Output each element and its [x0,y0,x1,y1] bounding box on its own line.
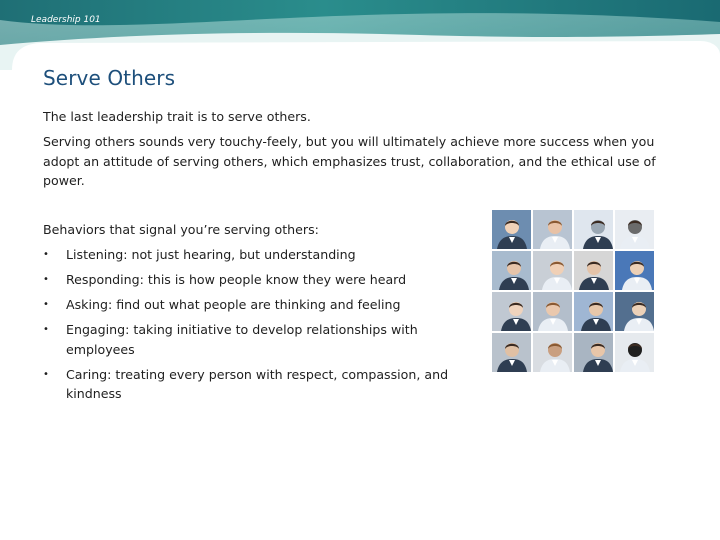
behavior-item-asking [43,295,463,315]
bullet-icon: • [43,249,49,260]
handshake-icon [615,210,654,249]
pen-document-icon [574,210,613,249]
bullet-icon: • [43,299,49,310]
man-with-laptop-icon [574,251,613,290]
team-group-icon [492,251,531,290]
behavior-item-engaging [43,320,463,359]
slide-title: Serve Others [43,66,176,90]
behavior-item-caring [43,365,463,404]
smiling-woman-icon [533,251,572,290]
photo-collage [492,210,656,374]
presenter-icon [615,292,654,331]
bullet-icon: • [43,368,49,380]
behavior-text: not just hearing, but understanding [127,247,356,262]
meeting-table-icon [492,333,531,372]
bullet-icon: • [43,274,49,285]
behavior-text: find out what people are thinking and feeling [112,297,401,312]
header-wave-graphic [0,0,720,70]
behavior-term: Caring: [66,366,112,382]
man-in-suit-icon [615,251,654,290]
behavior-term: Asking: [66,297,113,312]
woman-headset-icon [492,292,531,331]
description-paragraph: Serving others sounds very touchy-feely, but you will ultimately achieve more success when you adopt an attitude of serving others, which emphasizes trust, collaboration, and the ethical use of power. [43,134,656,188]
behaviors-heading: Behaviors that signal you’re serving others: [43,222,319,237]
intro-text: The last leadership trait is to serve others. [43,109,311,124]
bullet-icon: • [43,324,49,335]
behavior-item-listening [43,245,463,265]
behavior-text: taking initiative to develop relationships with employees [66,322,418,357]
slide-header-banner [0,0,720,70]
header-label: Leadership 101 [31,15,101,25]
behavior-item-responding [43,270,463,290]
businessman-portrait-icon [492,210,531,249]
behavior-term: Responding: [66,272,144,287]
man-blue-shirt-icon [574,292,613,331]
behavior-term: Engaging: [66,322,130,337]
behavior-text: treating every person with respect, compassion, and kindness [66,366,449,401]
camera-lens-icon [615,333,654,372]
behaviors-list [43,245,463,409]
writing-hands-icon [533,333,572,372]
woman-laptop-icon [533,210,572,249]
businesswoman-icon [533,292,572,331]
behavior-text: this is how people know they were heard [143,272,407,287]
behavior-term: Listening: [66,247,128,262]
man-documents-icon [574,333,613,372]
